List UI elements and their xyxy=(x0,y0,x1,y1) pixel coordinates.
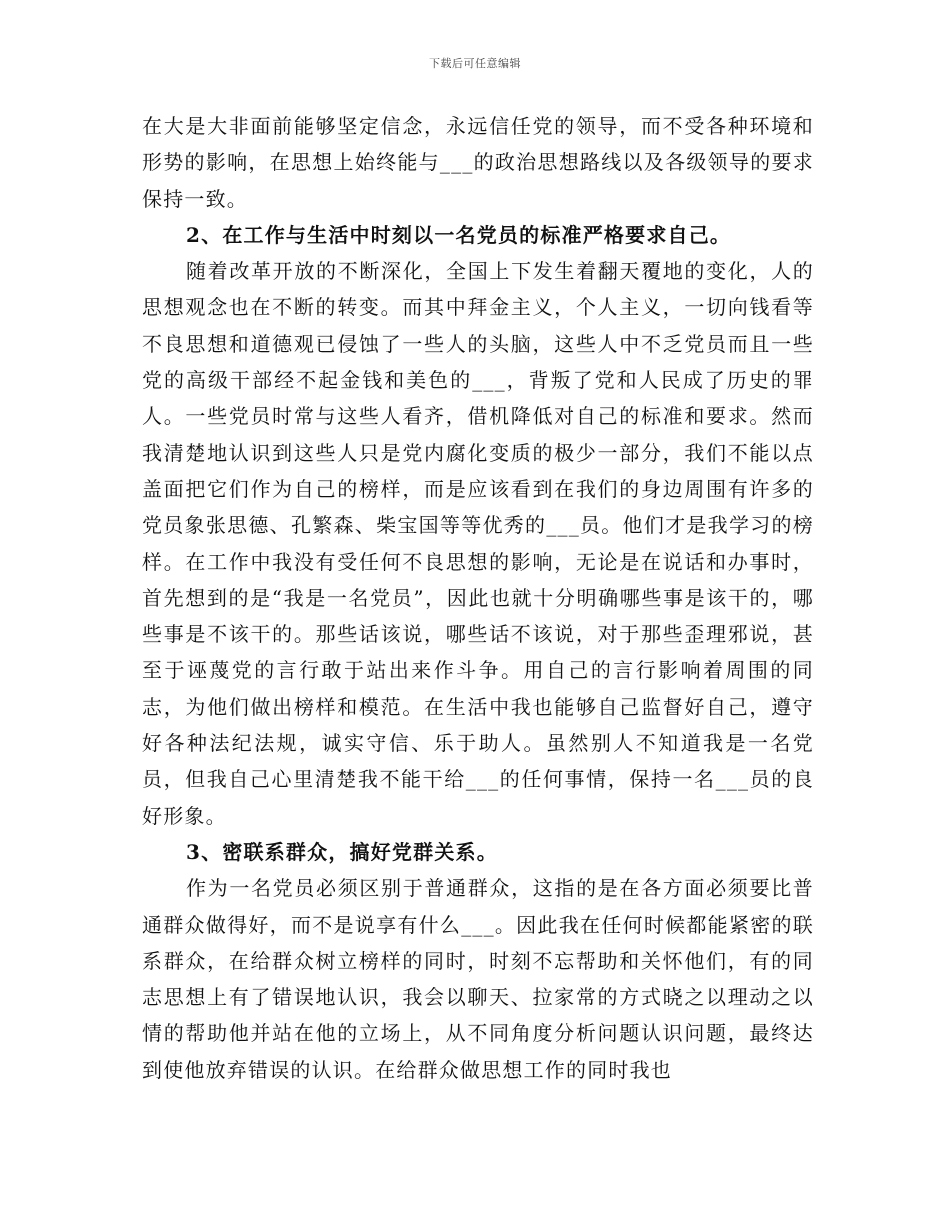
document-body xyxy=(142,108,814,1088)
section-heading-3: 3、密联系群众，搞好党群关系。 xyxy=(186,839,498,864)
page-header: 下载后可任意编辑 xyxy=(429,57,521,70)
section-heading-2: 2、在工作与生活中时刻以一名党员的标准严格要求自己。 xyxy=(186,222,732,247)
paragraph-continuation: 在大是大非面前能够坚定信念，永远信任党的领导，而不受各种环境和形势的影响，在思想上始终能与___的政治思想路线以及各级领导的要求保持一致。 xyxy=(142,114,814,211)
paragraph-section-2: 随着改革开放的不断深化，全国上下发生着翻天覆地的变化，人的思想观念也在不断的转变。而其中拜金主义，个人主义，一切向钱看等不良思想和道德观已侵蚀了一些人的头脑，这些人中不乏党员而且一些党的高级干部经不起金钱和美色的___，背叛了党和人民成了历史的罪人。一些党员时常与这些人看齐，借机降低对自己的标准和要求。然而我清楚地认识到这些人只是党内腐化变质的极少一部分，我们不能以点盖面把它们作为自己的榜样，而是应该看到在我们的身边周围有许多的党员象张思德、孔繁森、柴宝国等等优秀的___员。他们才是我学习的榜样。在工作中我没有受任何不良思想的影响，无论是在说话和办事时，首先想到的是“我是一名党员”，因此也就十分明确哪些事是该干的，哪些事是不该干的。那些话该说，哪些话不该说，对于那些歪理邪说，甚至于诬蔑党的言行敢于站出来作斗争。用自己的言行影响着周围的同志，为他们做出榜样和模范。在生活中我也能够自己监督好自己，遵守好各种法纪法规，诚实守信、乐于助人。虽然别人不知道我是一名党员，但我自己心里清楚我不能干给___的任何事情，保持一名___员的良好形象。 xyxy=(142,259,814,828)
paragraph-section-3: 作为一名党员必须区别于普通群众，这指的是在各方面必须要比普通群众做得好，而不是说享有什么___。因此我在任何时候都能紧密的联系群众，在给群众树立榜样的同时，时刻不忘帮助和关怀他们，有的同志思想上有了错误地认识，我会以聊天、拉家常的方式晓之以理动之以情的帮助他并站在他的立场上，从不同角度分析问题认识问题，最终达到使他放弃错误的认识。在给群众做思想工作的同时我也 xyxy=(142,876,814,1082)
